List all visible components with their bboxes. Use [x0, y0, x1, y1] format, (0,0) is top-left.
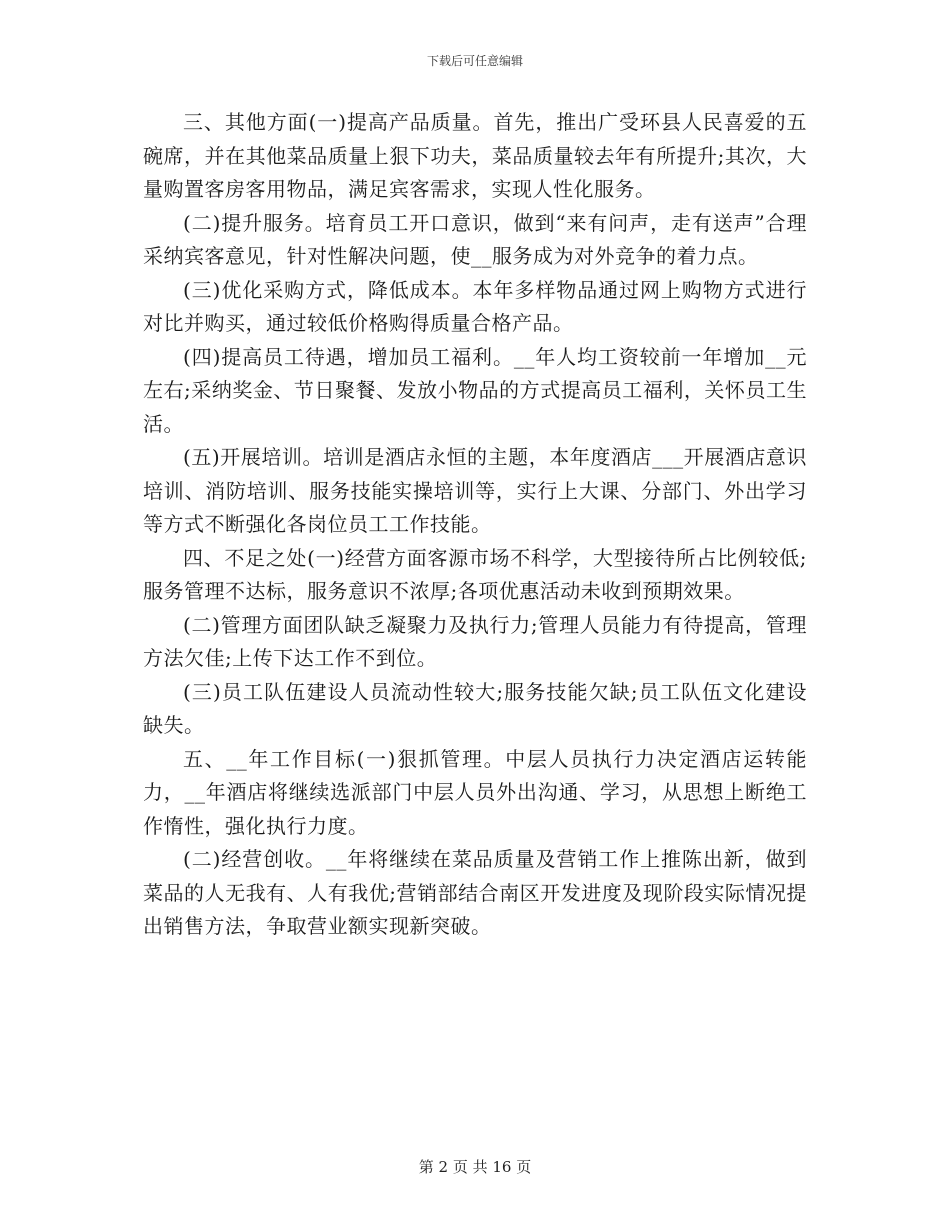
paragraph-shortcomings-operations: 四、不足之处(一)经营方面客源市场不科学，大型接待所占比例较低;服务管理不达标，服务意识不浓厚;各项优惠活动未收到预期效果。 — [143, 545, 807, 603]
document-body — [143, 106, 807, 944]
paragraph-other-aspects: 三、其他方面(一)提高产品质量。首先，推出广受环县人民喜爱的五碗席，并在其他菜品质量上狠下功夫，菜品质量较去年有所提升;其次，大量购置客房客用物品，满足宾客需求，实现人性化服务。 — [143, 110, 807, 201]
paragraph-goals-management: 五、__年工作目标(一)狠抓管理。中层人员执行力决定酒店运转能力，__年酒店将继续选派部门中层人员外出沟通、学习，从思想上断绝工作惰性，强化执行力度。 — [143, 746, 807, 838]
paragraph-training: (五)开展培训。培训是酒店永恒的主题，本年度酒店___开展酒店意识培训、消防培训、服务技能实操培训等，实行上大课、分部门、外出学习等方式不断强化各岗位员工工作技能。 — [143, 445, 807, 536]
page-number-footer: 第 2 页 共 16 页 — [418, 1158, 532, 1176]
paragraph-procurement: (三)优化采购方式，降低成本。本年多样物品通过网上购物方式进行对比并购买，通过较低价格购得质量合格产品。 — [143, 277, 807, 335]
paragraph-improve-service: (二)提升服务。培育员工开口意识，做到“来有问声，走有送声”合理采纳宾客意见，针对性解决问题，使__服务成为对外竞争的着力点。 — [143, 210, 807, 268]
paragraph-shortcomings-staff: (三)员工队伍建设人员流动性较大;服务技能欠缺;员工队伍文化建设缺失。 — [143, 679, 807, 737]
paragraph-shortcomings-management: (二)管理方面团队缺乏凝聚力及执行力;管理人员能力有待提高，管理方法欠佳;上传下达工作不到位。 — [143, 612, 807, 670]
paragraph-employee-benefits: (四)提高员工待遇，增加员工福利。__年人均工资较前一年增加__元左右;采纳奖金、节日聚餐、发放小物品的方式提高员工福利，关怀员工生活。 — [143, 344, 807, 436]
page-header-note: 下载后可任意编辑 — [426, 54, 523, 68]
paragraph-goals-revenue: (二)经营创收。__年将继续在菜品质量及营销工作上推陈出新，做到菜品的人无我有、人有我优;营销部结合南区开发进度及现阶段实际情况提出销售方法，争取营业额实现新突破。 — [143, 847, 807, 938]
